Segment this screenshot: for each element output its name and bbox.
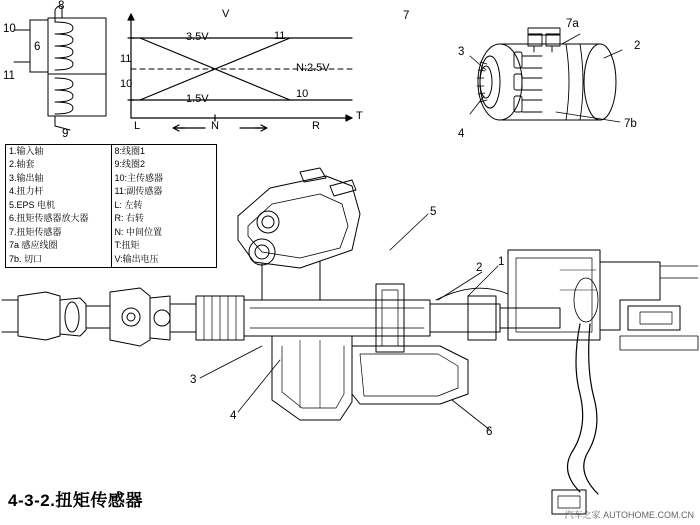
graph-x-tick-left: L (134, 120, 141, 132)
legend-item: 10:主传感器 (114, 172, 164, 183)
graph-series-label-10-top: 10 (296, 88, 309, 100)
main-callout-4: 4 (230, 410, 237, 422)
main-callout-3: 3 (190, 374, 197, 386)
graph-series-label-11-left: 11 (120, 53, 132, 65)
legend-item: R: 右转 (114, 213, 145, 223)
inset-callout-7a: 7a (566, 18, 579, 30)
main-callout-2: 2 (476, 262, 483, 274)
legend-item: L: 左转 (114, 199, 143, 210)
graph-x-axis-label: T (356, 110, 363, 122)
main-callout-1: 1 (498, 256, 505, 268)
callout-10-coil: 10 (3, 23, 16, 35)
legend-item: T:扭矩 (114, 240, 140, 250)
inset-callout-7: 7 (403, 10, 410, 22)
legend-item: 2.轴套 (9, 159, 35, 169)
figure-caption: 4-3-2.扭矩传感器 (8, 491, 143, 510)
callout-8-coil: 8 (58, 0, 65, 12)
legend-item: 7b. 切口 (9, 253, 43, 264)
legend-item: 11:副传感器 (114, 186, 163, 196)
watermark: 汽车之家 AUTOHOME.COM.CN (564, 510, 694, 520)
main-callout-5: 5 (430, 206, 437, 218)
legend-item: 5.EPS 电机 (9, 199, 56, 210)
inset-callout-2: 2 (634, 40, 641, 52)
graph-series-label-11-top: 11 (274, 30, 286, 42)
sensor-detail-inset (470, 28, 622, 122)
legend-left-column (6, 145, 112, 267)
graph-y-axis-label: V (222, 8, 230, 20)
callout-6-coil: 6 (34, 41, 41, 53)
legend-item: 7.扭矩传感器 (9, 226, 62, 237)
legend-item: 6.扭矩传感器放大器 (9, 213, 89, 223)
legend-item: 7a 感应线圈 (9, 240, 58, 250)
legend-item: 8:线圈1 (114, 145, 146, 156)
legend-item: V:输出电压 (114, 253, 159, 264)
legend-item: N: 中间位置 (114, 226, 163, 237)
inset-callout-4: 4 (458, 128, 465, 140)
inset-callout-3: 3 (458, 46, 465, 58)
legend-item: 3.输出轴 (9, 172, 44, 183)
graph-x-tick-right: R (312, 120, 320, 132)
legend-item: 1.输入轴 (9, 145, 44, 156)
main-callout-6: 6 (486, 426, 493, 438)
callout-11-coil: 11 (3, 70, 15, 82)
legend-item: 9:线圈2 (114, 159, 146, 169)
legend-right-column (112, 145, 217, 267)
legend-table (5, 144, 217, 268)
graph-y-tick-high: 3.5V (186, 31, 209, 43)
callout-9-coil: 9 (62, 128, 69, 140)
graph-center-label: N:2.5V (296, 62, 330, 74)
graph-x-tick-center: N (211, 120, 219, 132)
coil-sensor-schematic (14, 6, 106, 130)
graph-series-label-10-left: 10 (120, 78, 133, 90)
legend-item: 4.扭力杆 (9, 186, 44, 196)
graph-y-tick-low: 1.5V (186, 93, 209, 105)
inset-callout-7b: 7b (624, 118, 637, 130)
